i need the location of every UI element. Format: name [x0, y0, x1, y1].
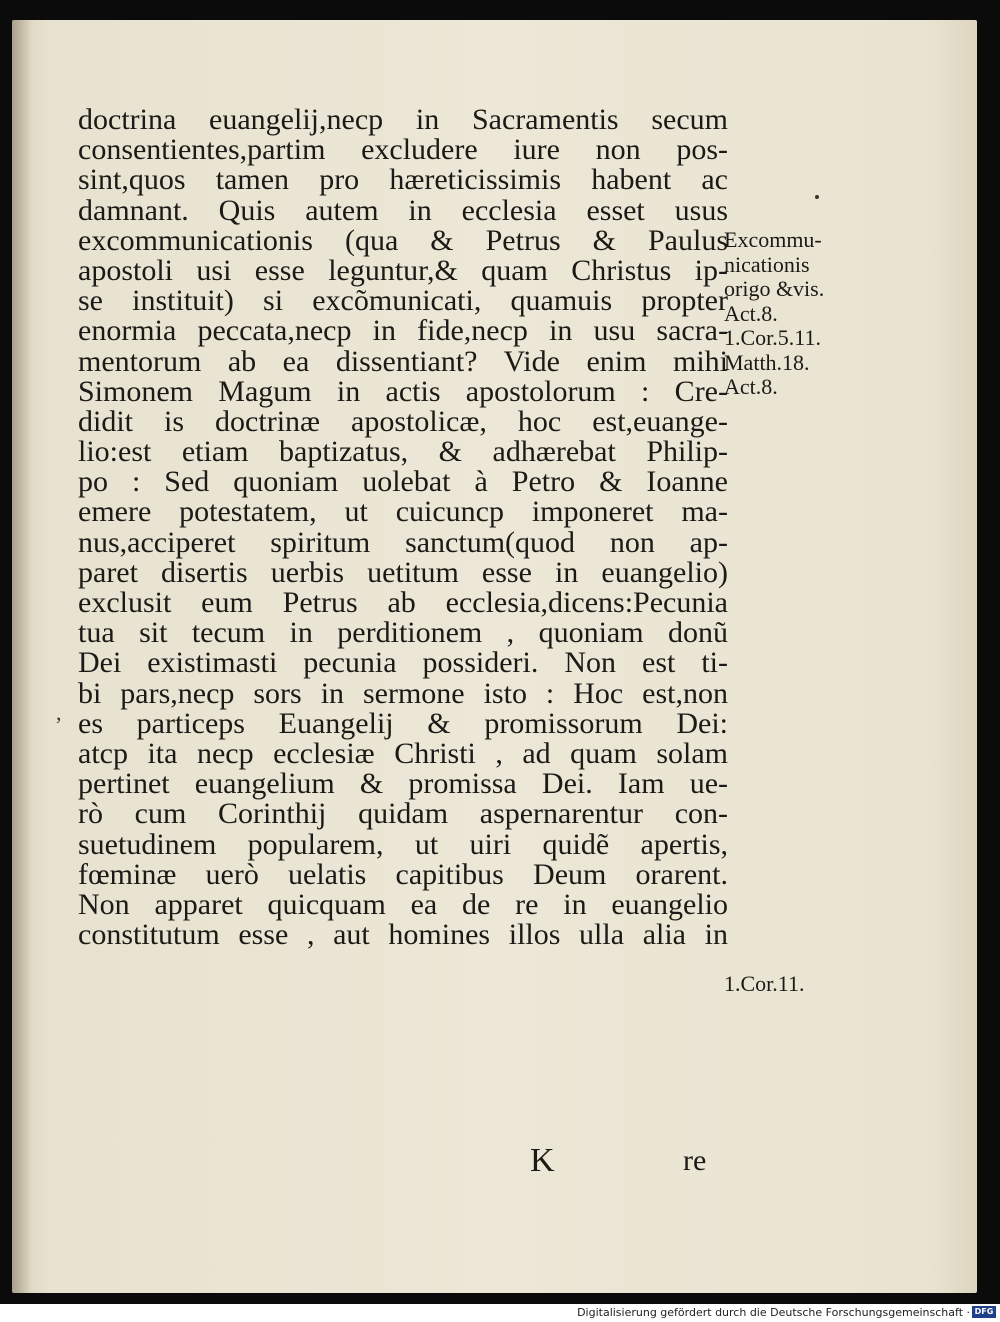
text-line: emere potestatem, ut cuicuncp imponeret ma- [78, 495, 728, 529]
text-line: doctrina euangelij,necp in Sacramentis secum [78, 103, 728, 136]
text-line: se instituit) si excõmunicati, quamuis propter [78, 284, 728, 318]
text-line: pertinet euangelium & promissa Dei. Iam ue- [78, 767, 728, 801]
dfg-logo: DFG [972, 1306, 996, 1318]
stray-ink-mark: , [56, 700, 62, 725]
text-line: po : Sed quoniam uolebat à Petro & Ioanne [78, 465, 728, 499]
marginal-note-corinthians: 1.Cor.11. [724, 971, 805, 996]
margin-note-line: 1.Cor.5.11. [724, 325, 821, 350]
text-line: rò cum Corinthij quidam aspernarentur con- [78, 797, 728, 831]
text-line: suetudinem popularem, ut uiri quidẽ apertis, [78, 827, 728, 861]
catchword: re [683, 1144, 707, 1177]
margin-note-line: nicationis [724, 251, 810, 277]
text-line: constitutum esse , aut homines illos ulla alia in [78, 918, 728, 952]
text-line: fœminæ uerò uelatis capitibus Deum orarent. [78, 857, 728, 891]
text-line: Dei existimasti pecunia possideri. Non est ti- [78, 646, 728, 680]
text-line: didit is doctrinæ apostolicæ, hoc est,euange- [78, 404, 728, 438]
margin-dot [815, 195, 819, 199]
text-line: es particeps Euangelij & promissorum Dei: [78, 706, 728, 740]
text-line: mentorum ab ea dissentiant? Vide enim mihi [78, 344, 728, 378]
margin-note-line: Matth.18. [724, 349, 810, 375]
text-line: sint,quos tamen pro hæreticissimis habent ac [78, 163, 728, 197]
margin-note-line: Act.8. [724, 300, 778, 326]
text-line: Non apparet quicquam ea de re in euangelio [78, 887, 728, 921]
text-line: paret disertis uerbis uetitum esse in euangelio) [78, 555, 728, 589]
margin-note-line: Excommu- [724, 227, 822, 252]
signature-mark: K [530, 1142, 555, 1179]
text-line: bi pars,necp sors in sermone isto : Hoc est,non [78, 676, 728, 710]
text-line: consentientes,partim excludere iure non pos- [78, 133, 728, 167]
body-text [78, 105, 728, 950]
text-line: atcp ita necp ecclesiæ Christi , ad quam solam [78, 736, 728, 770]
text-line: enormia peccata,necp in fide,necp in usu sacra- [78, 314, 728, 348]
text-line: Simonem Magum in actis apostolorum : Cre- [78, 374, 728, 408]
gutter-shadow [12, 20, 32, 1293]
text-line: lio:est etiam baptizatus, & adhærebat Philip- [78, 435, 728, 469]
text-line: tua sit tecum in perditionem , quoniam donũ [78, 616, 728, 650]
text-line: excommunicationis (qua & Petrus & Paulus [78, 223, 728, 257]
marginal-note-excommunication [724, 228, 824, 400]
funding-credit: Digitalisierung gefördert durch die Deutsche Forschungsgemeinschaft · [577, 1306, 970, 1319]
text-line: damnant. Quis autem in ecclesia esset usus [78, 193, 728, 227]
text-line: exclusit eum Petrus ab ecclesia,dicens:Pecunia [78, 586, 728, 619]
margin-note-line: origo &vis. [724, 276, 825, 301]
text-line: apostoli usi esse leguntur,& quam Christus ip- [78, 253, 728, 287]
text-line: nus,acciperet spiritum sanctum(quod non ap- [78, 525, 728, 559]
margin-note-line: Act.8. [724, 374, 778, 399]
